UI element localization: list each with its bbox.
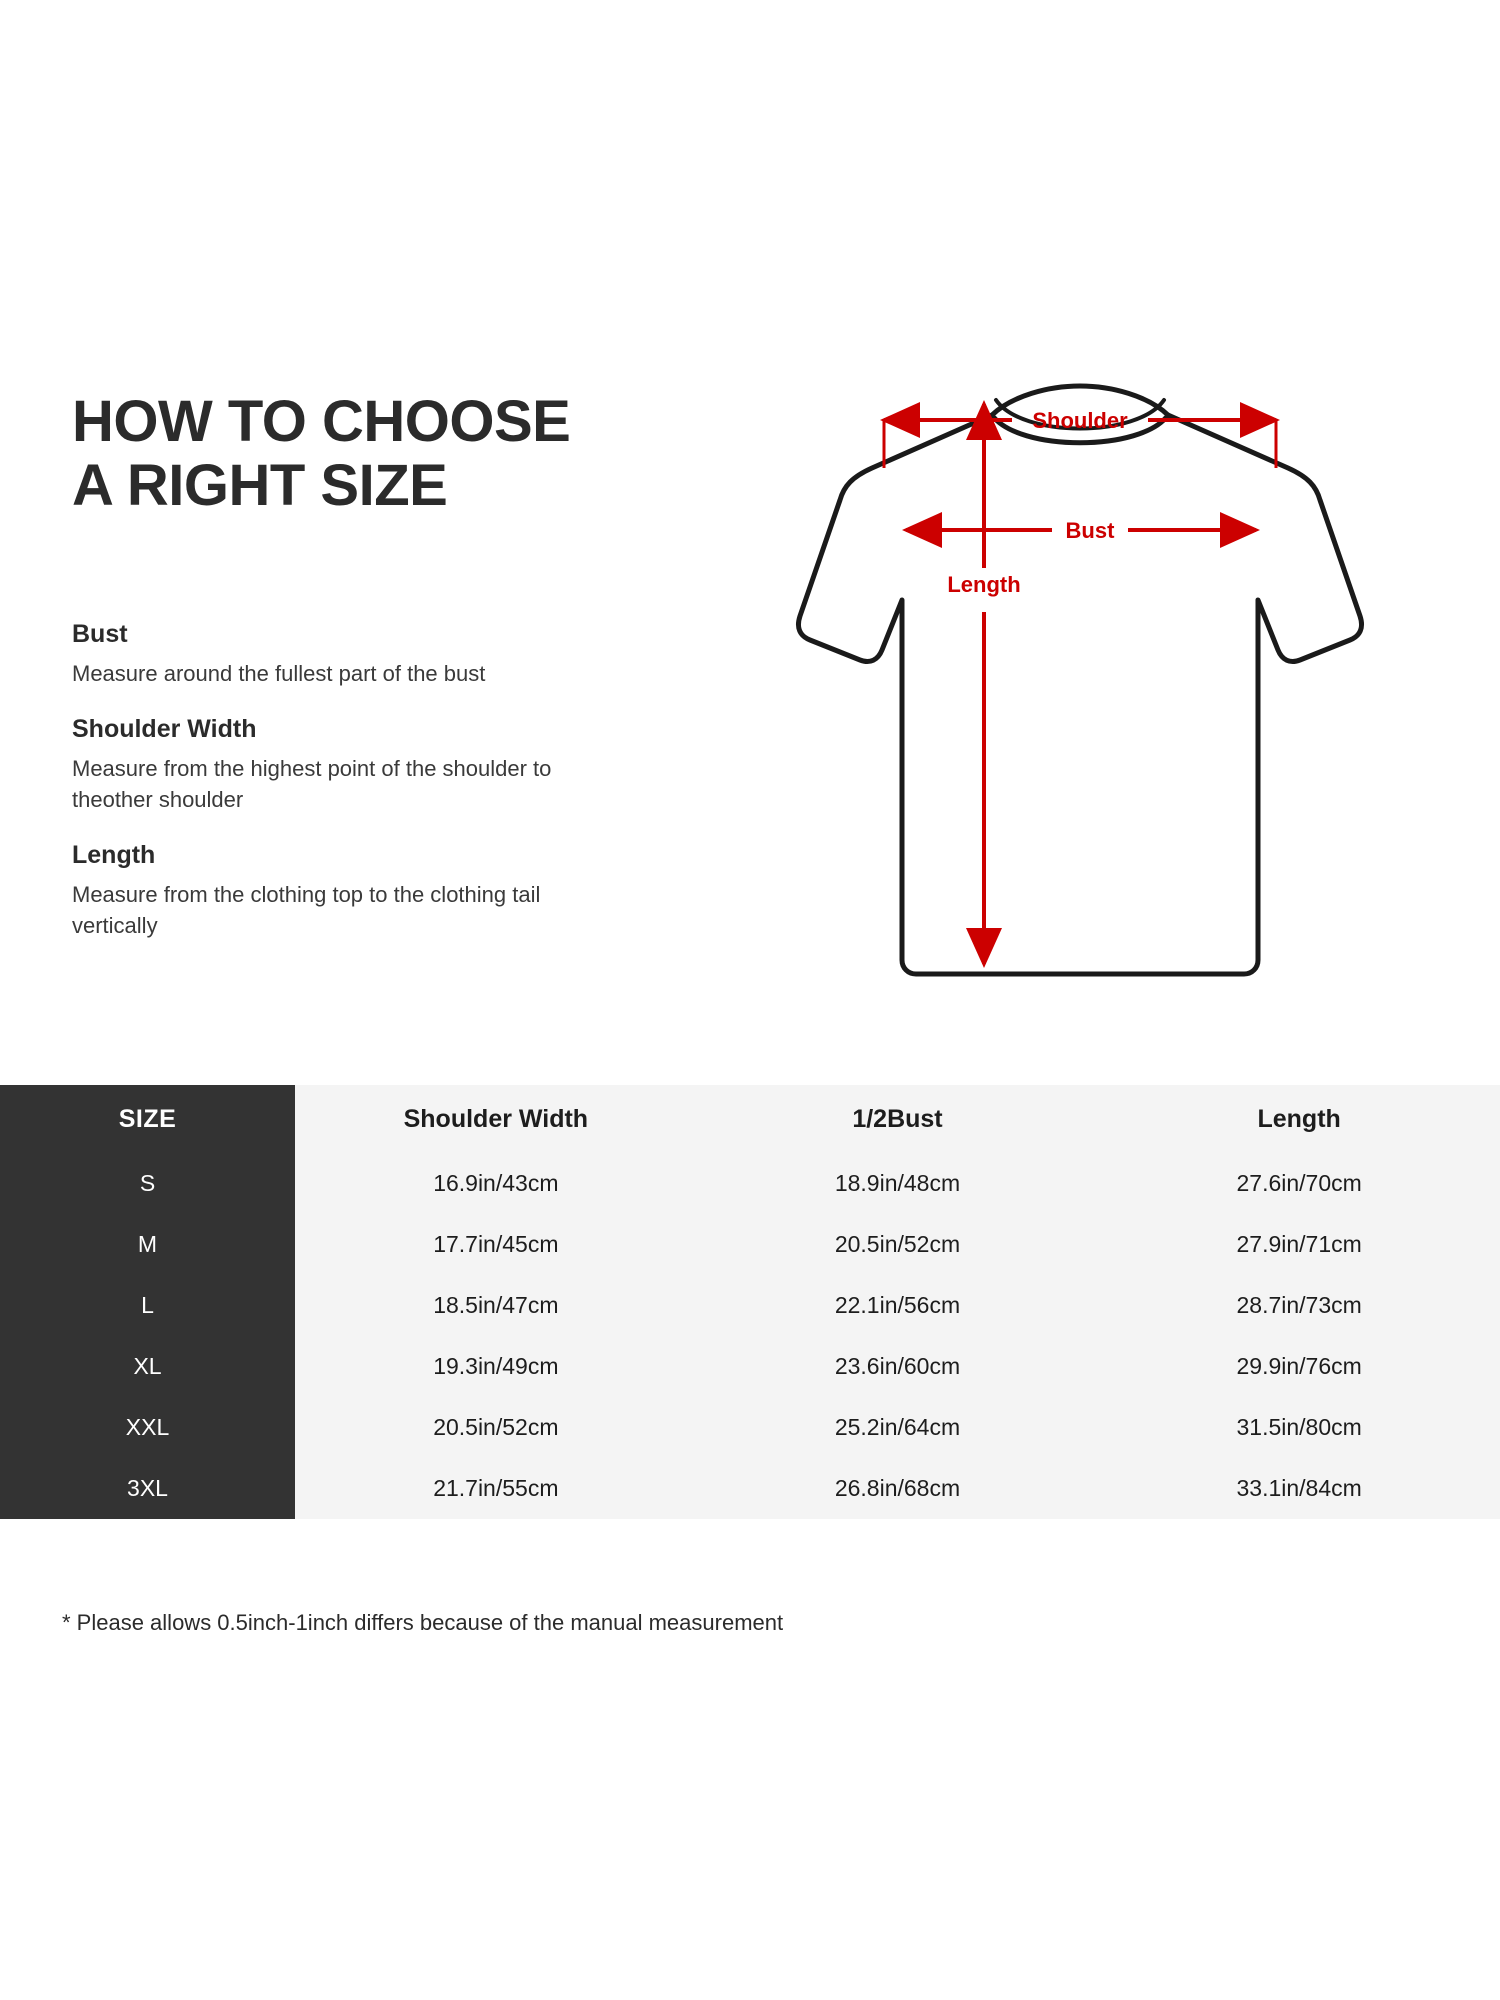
cell-shoulder-width: 18.5in/47cm: [295, 1275, 697, 1336]
table-body: [0, 1153, 1500, 1519]
definition-description: Measure from the clothing top to the clothing tail vertically: [72, 882, 541, 938]
table-header-row: [0, 1085, 1500, 1153]
page-title-line-2: A RIGHT SIZE: [72, 453, 448, 518]
tshirt-outline-icon: [798, 386, 1361, 974]
cell-size: L: [0, 1275, 295, 1336]
cell-length: 28.7in/73cm: [1098, 1275, 1500, 1336]
definition-term: Shoulder Width: [72, 715, 257, 743]
definition-bust: [72, 620, 672, 689]
table-header: [0, 1085, 1500, 1153]
table-row: [0, 1336, 1500, 1397]
cell-shoulder-width: 16.9in/43cm: [295, 1153, 697, 1214]
cell-half-bust: 20.5in/52cm: [697, 1214, 1099, 1275]
table-row: [0, 1458, 1500, 1519]
page-title: [72, 390, 712, 518]
definition-description: Measure from the highest point of the shoulder to theother shoulder: [72, 756, 552, 812]
table-row: [0, 1275, 1500, 1336]
cell-shoulder-width: 20.5in/52cm: [295, 1397, 697, 1458]
page-title-line-1: HOW TO CHOOSE: [72, 389, 571, 454]
cell-size: S: [0, 1153, 295, 1214]
size-chart-table: [0, 1085, 1500, 1519]
column-header-half-bust: 1/2Bust: [697, 1085, 1099, 1153]
table-row: [0, 1214, 1500, 1275]
cell-half-bust: 22.1in/56cm: [697, 1275, 1099, 1336]
cell-shoulder-width: 21.7in/55cm: [295, 1458, 697, 1519]
cell-length: 31.5in/80cm: [1098, 1397, 1500, 1458]
tshirt-measurement-diagram: [760, 360, 1400, 1020]
shoulder-label: Shoulder: [1032, 408, 1128, 433]
cell-half-bust: 23.6in/60cm: [697, 1336, 1099, 1397]
column-header-shoulder-width: Shoulder Width: [295, 1085, 697, 1153]
column-header-length: Length: [1098, 1085, 1500, 1153]
measurement-definitions: [72, 620, 672, 967]
table-row: [0, 1153, 1500, 1214]
cell-length: 33.1in/84cm: [1098, 1458, 1500, 1519]
cell-length: 29.9in/76cm: [1098, 1336, 1500, 1397]
definition-description: Measure around the fullest part of the bust: [72, 661, 486, 686]
cell-half-bust: 26.8in/68cm: [697, 1458, 1099, 1519]
column-header-size: SIZE: [0, 1085, 295, 1153]
definition-term: Bust: [72, 620, 128, 648]
cell-size: 3XL: [0, 1458, 295, 1519]
cell-size: XXL: [0, 1397, 295, 1458]
measurement-footnote: * Please allows 0.5inch-1inch differs because of the manual measurement: [62, 1610, 784, 1635]
definition-length: [72, 841, 672, 941]
cell-shoulder-width: 17.7in/45cm: [295, 1214, 697, 1275]
cell-half-bust: 25.2in/64cm: [697, 1397, 1099, 1458]
cell-shoulder-width: 19.3in/49cm: [295, 1336, 697, 1397]
cell-length: 27.6in/70cm: [1098, 1153, 1500, 1214]
cell-size: XL: [0, 1336, 295, 1397]
length-label: Length: [947, 572, 1021, 597]
cell-size: M: [0, 1214, 295, 1275]
definition-shoulder-width: [72, 715, 672, 815]
cell-half-bust: 18.9in/48cm: [697, 1153, 1099, 1214]
definition-term: Length: [72, 841, 156, 869]
table-row: [0, 1397, 1500, 1458]
bust-label: Bust: [1065, 518, 1115, 543]
cell-length: 27.9in/71cm: [1098, 1214, 1500, 1275]
